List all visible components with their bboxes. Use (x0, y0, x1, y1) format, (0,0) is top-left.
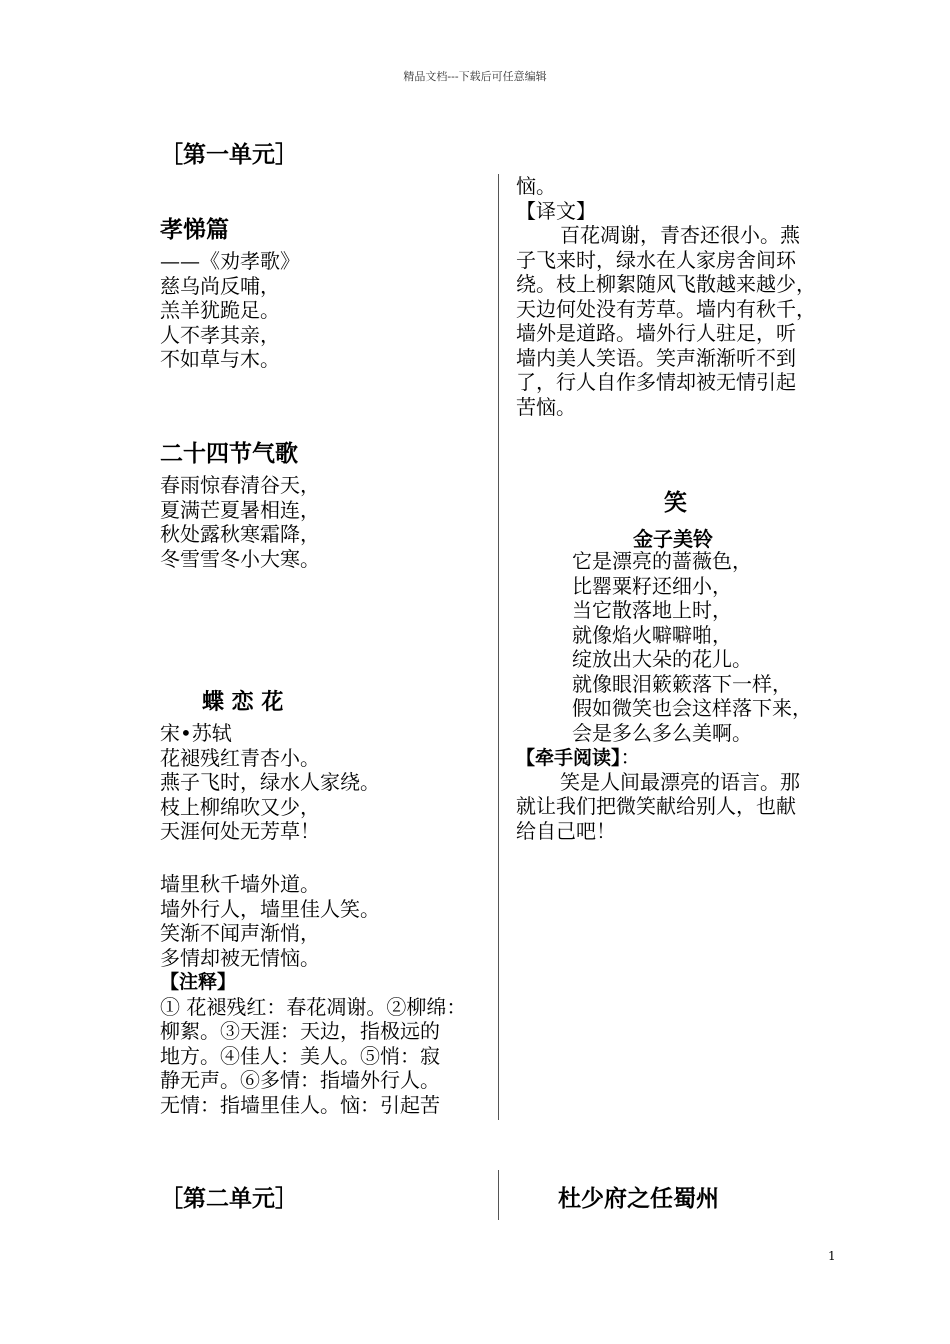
translation-line: 了，行人自作多情却被无情引起 (516, 370, 796, 394)
translation-line: 苦恼。 (516, 394, 576, 419)
reading-label: 【牵手阅读】 (516, 747, 621, 769)
reading-colon: ： (620, 745, 641, 769)
xiao-title: 笑 (664, 490, 687, 516)
poem-line: 墙里秋千墙外道。 (160, 872, 320, 896)
poem-line: 燕子飞时，绿水人家绕。 (160, 770, 380, 794)
xiao-line: 它是漂亮的蔷薇色， (572, 549, 752, 573)
reading-heading (516, 745, 641, 771)
reading-line: 笑是人间最漂亮的语言。那 (560, 769, 800, 794)
poem-line: 天涯何处无芳草！ (160, 819, 320, 843)
poem-line: 笑渐不闻声渐悄， (160, 921, 320, 945)
dushaofu-title: 杜少府之任蜀州 (558, 1186, 719, 1212)
reading-line: 给自己吧！ (516, 818, 616, 843)
unit2-heading: ［第二单元］ (160, 1186, 298, 1212)
translation-line: 绕。枝上柳絮随风飞散越来越少， (516, 272, 816, 296)
unit1-heading: ［第一单元］ (160, 142, 298, 168)
notes-continuation: 恼。 (516, 174, 556, 198)
xiaoti-line: 人不孝其亲， (160, 322, 280, 347)
jieqi-line: 春雨惊春清谷天， (160, 473, 320, 497)
page-header: 精品文档---下载后可任意编辑 (403, 70, 547, 83)
xiao-line: 比罂粟籽还细小， (572, 573, 732, 598)
column-divider-bottom (498, 1170, 499, 1220)
poem-line: 枝上柳绵吹又少， (160, 794, 320, 819)
poem-line: 墙外行人，墙里佳人笑。 (160, 896, 380, 921)
xiao-line: 会是多么多么美啊。 (572, 720, 752, 745)
translation-line: 子飞来时，绿水在人家房舍间环 (516, 247, 796, 272)
poem-line: 多情却被无情恼。 (160, 945, 320, 970)
jieqi-title: 二十四节气歌 (160, 441, 298, 467)
note-line: 柳絮。③天涯：天边，指极远的 (160, 1019, 440, 1043)
translation-line: 墙内美人笑语。笑声渐渐听不到 (516, 345, 796, 370)
note-line: 无情：指墙里佳人。恼：引起苦 (160, 1092, 440, 1117)
xiao-line: 就像眼泪簌簌落下一样， (572, 671, 792, 696)
note-line: ① 花褪残红：春花凋谢。②柳绵： (160, 994, 467, 1019)
jieqi-line: 夏满芒夏暑相连， (160, 497, 320, 522)
dielianhua-title: 蝶 恋 花 (202, 690, 284, 715)
dielianhua-author: 宋•苏轼 (160, 721, 232, 745)
page-number: 1 (828, 1249, 836, 1263)
xiaoti-line: 不如草与木。 (160, 347, 280, 371)
xiao-line: 假如微笑也会这样落下来， (572, 696, 812, 720)
reading-line: 就让我们把微笑献给别人，也献 (516, 794, 796, 818)
jieqi-line: 秋处露秋寒霜降， (160, 522, 320, 546)
translation-line: 百花凋谢，青杏还很小。燕 (560, 223, 800, 247)
column-divider-top (498, 174, 499, 1120)
xiao-author: 金子美铃 (633, 527, 713, 551)
xiaoti-line: 慈乌尚反哺， (160, 273, 280, 298)
notes-label: 【注释】 (160, 971, 237, 993)
xiaoti-line: ——《劝孝歌》 (160, 249, 300, 273)
note-line: 静无声。⑥多情：指墙外行人。 (160, 1068, 440, 1092)
translation-line: 天边何处没有芳草。墙内有秋千， (516, 296, 816, 321)
xiaoti-line: 羔羊犹跪足。 (160, 298, 280, 322)
translation-label: 【译文】 (516, 198, 596, 223)
poem-line: 花褪残红青杏小。 (160, 745, 320, 770)
xiao-line: 当它散落地上时， (572, 598, 732, 622)
note-line: 地方。④佳人：美人。⑤悄：寂 (160, 1043, 440, 1068)
xiaoti-title: 孝悌篇 (160, 217, 229, 243)
xiao-line: 就像焰火噼噼啪， (572, 622, 732, 647)
jieqi-line: 冬雪雪冬小大寒。 (160, 546, 320, 571)
xiao-line: 绽放出大朵的花儿。 (572, 647, 752, 671)
translation-line: 墙外是道路。墙外行人驻足，听 (516, 321, 796, 345)
